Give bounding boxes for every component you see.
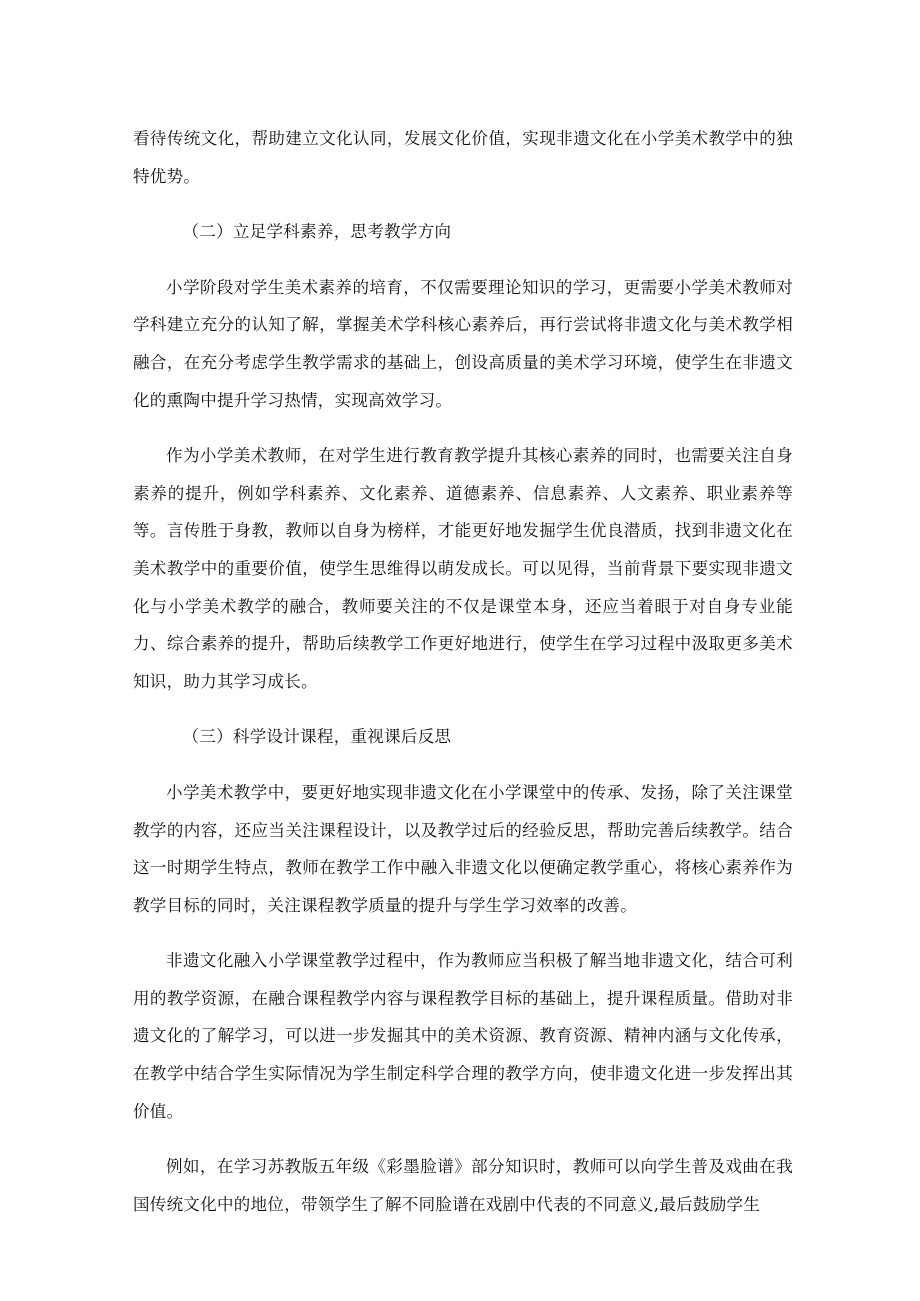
paragraph: 作为小学美术教师，在对学生进行教育教学提升其核心素养的同时，也需要关注自身素养的提升，例如学科素养、文化素养、道德素养、信息素养、人文素养、职业素养等等。言传胜于身教，教师以自身为榜样，才能更好地发掘学生优良潜质，找到非遗文化在美术教学中的重要价值，使学生思维得以萌发成长。可以见得，当前背景下要实现非遗文化与小学美术教学的融合，教师要关注的不仅是课堂本身，还应当着眼于对自身专业能力、综合素养的提升，帮助后续教学工作更好地进行，使学生在学习过程中汲取更多美术知识，助力其学习成长。 xyxy=(133,446,793,691)
section-heading-3: （三）科学设计课程，重视课后反思 xyxy=(182,727,452,747)
paragraph: 小学美术教学中，要更好地实现非遗文化在小学课堂中的传承、发扬，除了关注课堂教学的内容，还应当关注课程设计，以及教学过后的经验反思，帮助完善后续教学。结合这一时期学生特点，教师在教学工作中融入非遗文化以便确定教学重心，将核心素养作为教学目标的同时，关注课程教学质量的提升与学生学习效率的改善。 xyxy=(133,782,793,915)
document-body xyxy=(133,120,793,1241)
paragraph: 非遗文化融入小学课堂教学过程中，作为教师应当积极了解当地非遗文化，结合可利用的教学资源，在融合课程教学内容与课程教学目标的基础上，提升课程质量。借助对非遗文化的了解学习，可以进一步发掘其中的美术资源、教育资源、精神内涵与文化传承，在教学中结合学生实际情况为学生制定科学合理的教学方向，使非遗文化进一步发挥出其价值。 xyxy=(133,951,793,1121)
paragraph-continuation: 看待传统文化，帮助建立文化认同，发展文化价值，实现非遗文化在小学美术教学中的独特优势。 xyxy=(133,129,793,186)
paragraph: 例如，在学习苏教版五年级《彩墨脸谱》部分知识时，教师可以向学生普及戏曲在我国传统文化中的地位，带领学生了解不同脸谱在戏剧中代表的不同意义,最后鼓励学生 xyxy=(133,1157,793,1214)
paragraph: 小学阶段对学生美术素养的培育，不仅需要理论知识的学习，更需要小学美术教师对学科建立充分的认知了解，掌握美术学科核心素养后，再行尝试将非遗文化与美术教学相融合，在充分考虑学生教学需求的基础上，创设高质量的美术学习环境，使学生在非遗文化的熏陶中提升学习热情，实现高效学习。 xyxy=(133,277,793,410)
section-heading-2: （二）立足学科素养，思考教学方向 xyxy=(182,222,452,242)
